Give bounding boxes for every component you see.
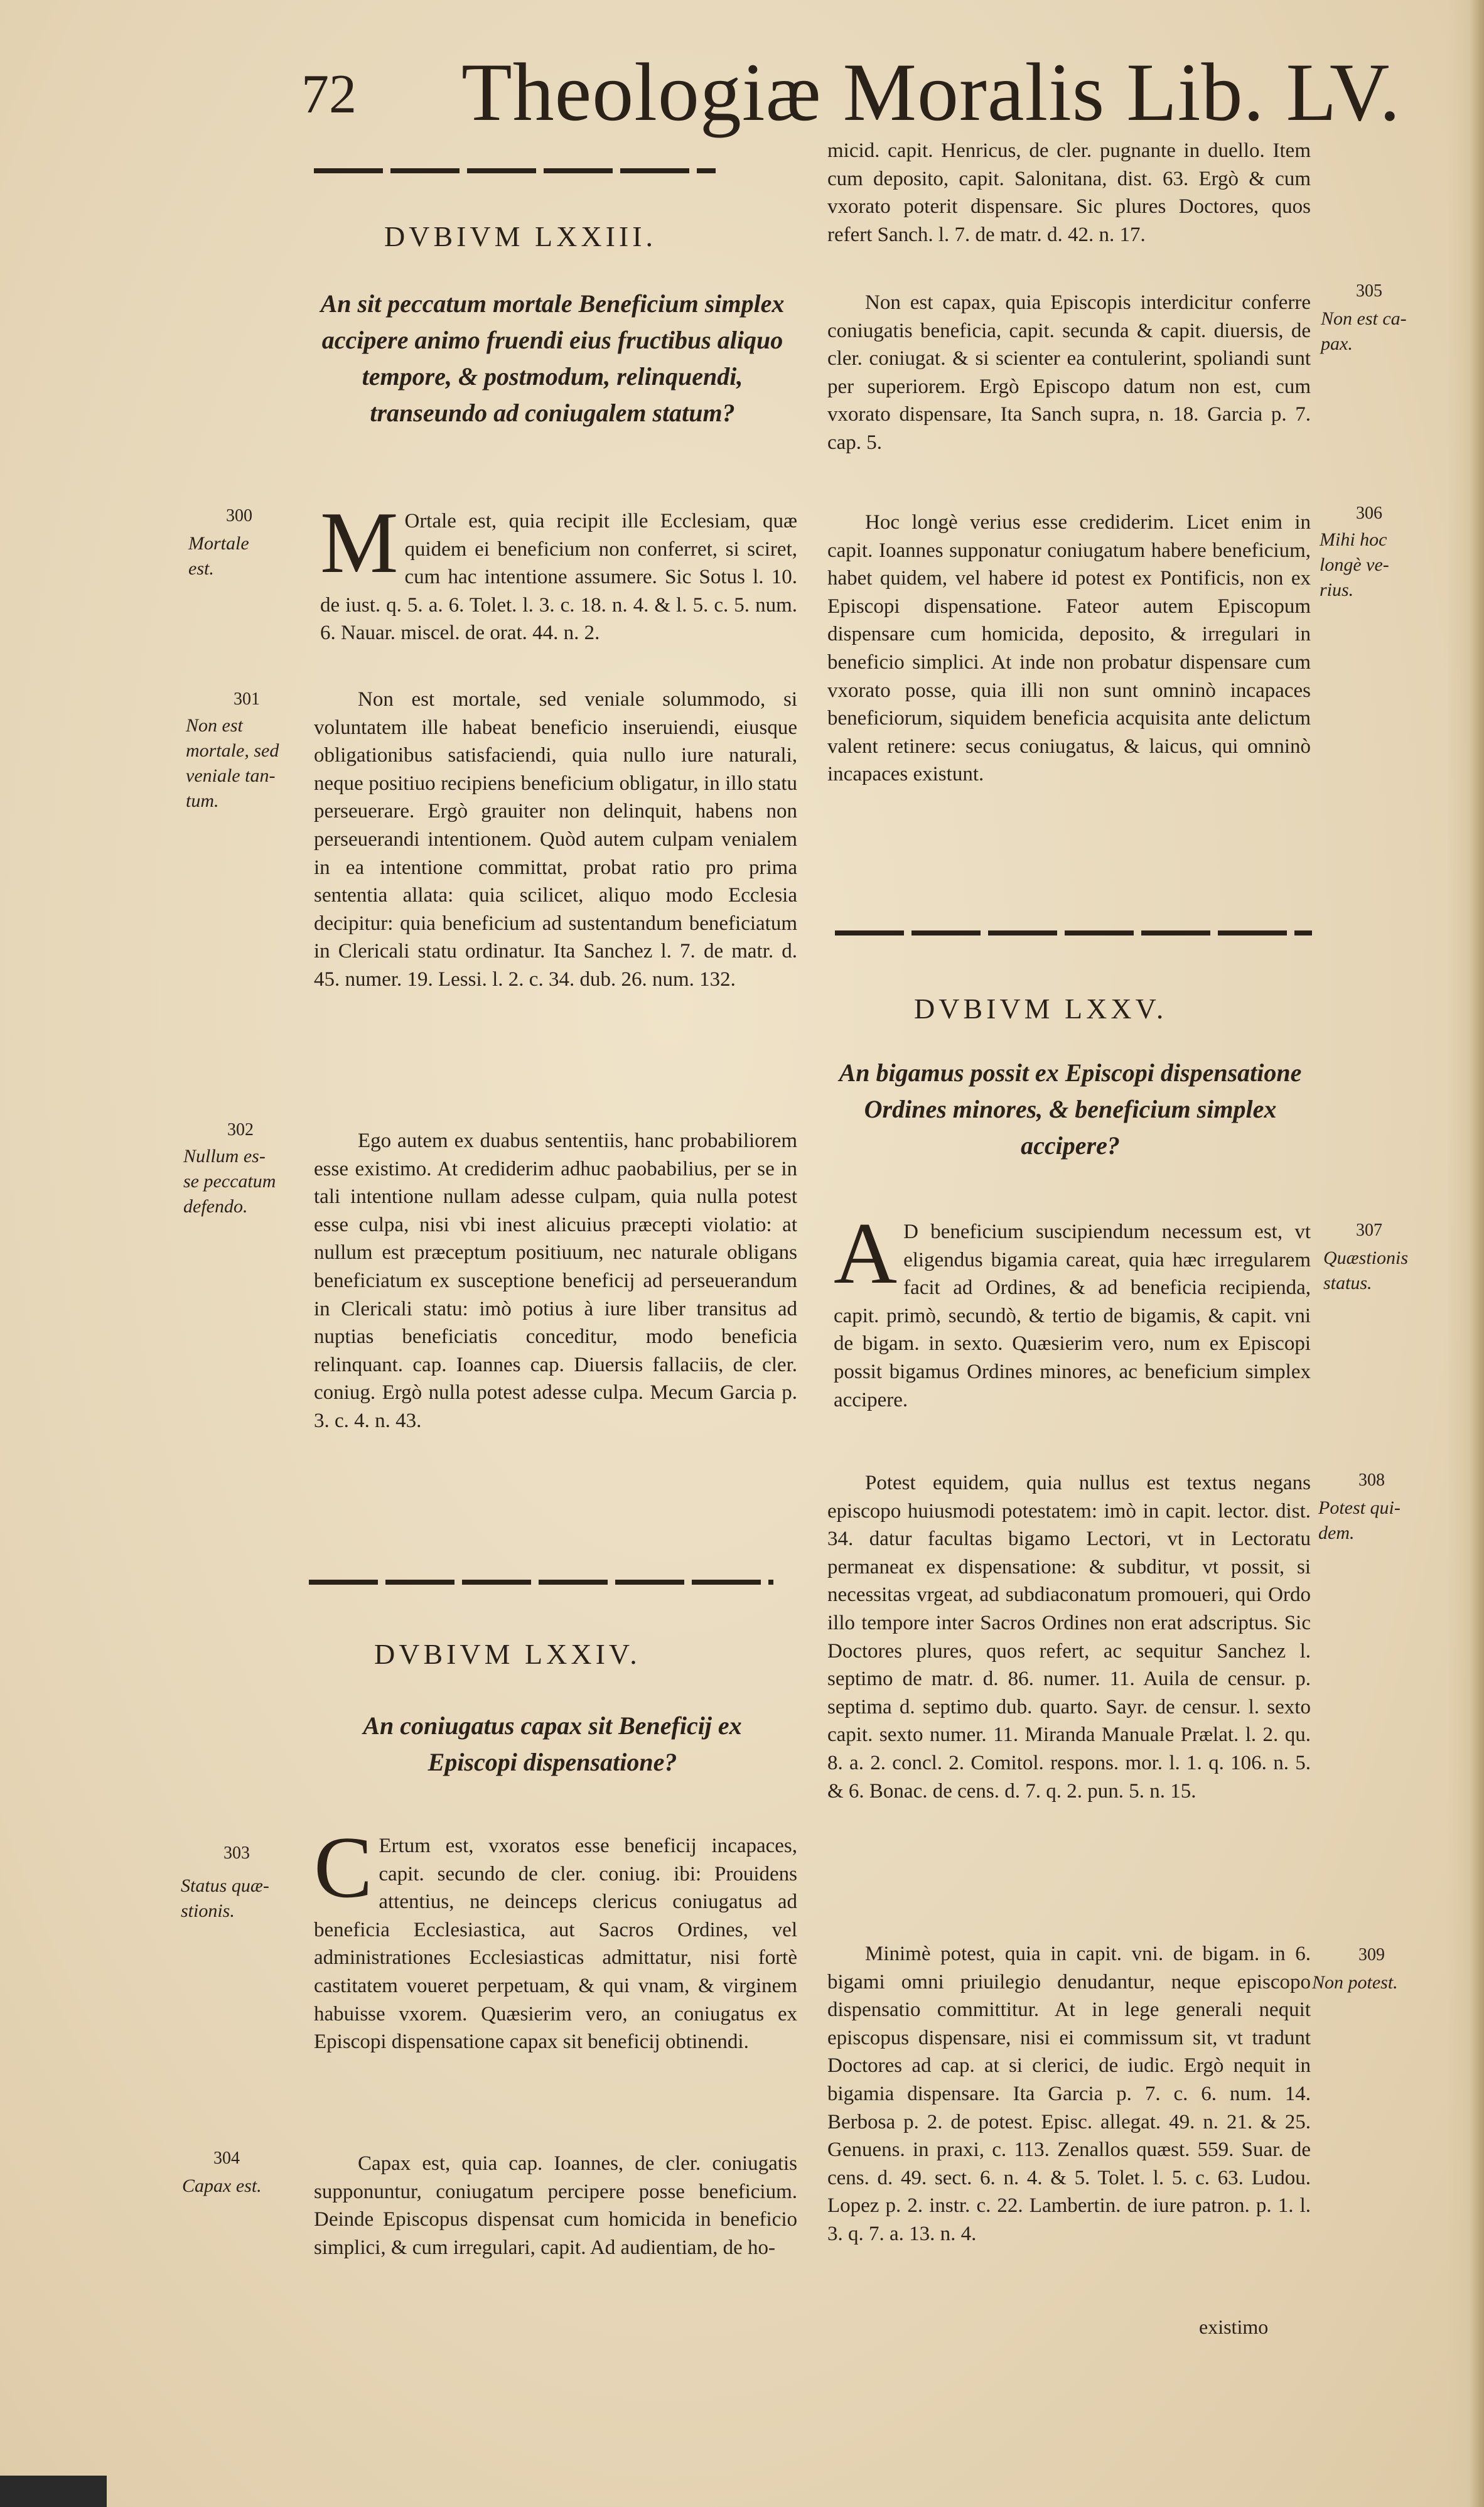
- margin-note-303: Status quæ- stionis.: [181, 1875, 269, 1921]
- paragraph-300: [320, 494, 797, 647]
- margin-note-301: Non est mortale, sed veniale tan- tum.: [186, 715, 279, 811]
- paragraph-309: Minimè potest, quia in capit. vni. de bigam. in 6. bigami omni priuilegio denudantur, neque episcopo dispensatio committitur. At in lege generali nequit episcopus dispensare, nisi ei commissum sit, vt tradunt Doctores ad cap. at si clerici, de iudic. Ergò nequit in bigamia dispensare. Ita Garcia p. 7. c. 6. num. 14. Berbosa p. 2. de potest. Episc. allegat. 49. n. 21. & 25. Genuens. in praxi, c. 113. Zenallos quæst. 559. Suar. de cens. d. 49. sect. 6. n. 4. & 5. Tolet. l. 5. c. 63. Ludou. Lopez p. 2. instr. c. 22. Lambertin. de iure patron. p. 1. l. 3. q. 7. a. 13. n. 4.: [827, 1943, 1311, 2245]
- margin-number-308: 308: [1358, 1470, 1385, 1490]
- paragraph-302: Ego autem ex duabus sententiis, hanc probabiliorem esse existimo. At crediderim adhuc paobabilius, per se in tali intentione nullam adesse culpam, quia nulla potest esse culpa, nisi vbi inest alicuius præcepti violatio: at nullum est præceptum positiuum, nec naturale obligans beneficiatum ex susceptione beneficij ad perseuerandum in Clericali statu: imò potius à iure liber transitus ad nuptias beneficiatis conceditur, modo beneficia relinquant. cap. Ioannes cap. Diuersis fallaciis, de cler. coniug. Ergò nulla potest adesse culpa. Mecum Garcia p. 3. c. 4. n. 43.: [314, 1129, 797, 1432]
- dropcap-300: M: [320, 494, 399, 591]
- paragraph-305: Non est capax, quia Episcopis interdicitur conferre coniugatis beneficia, capit. secunda & capit. diuersis, de cler. coniugat. & si scienter ea contulerint, spoliandi sunt per superiorem. Ergò Episcopo datum non est, cum vxorato dispensare, Ita Sanch supra, n. 18. Garcia p. 7. cap. 5.: [827, 291, 1311, 454]
- margin-number-306: 306: [1356, 504, 1382, 523]
- dubium-74-question: An coniugatus capax sit Beneficij ex Episcopi dispensatione?: [363, 1712, 742, 1776]
- margin-note-302: Nullum es- se peccatum defendo.: [183, 1146, 276, 1217]
- dubium-75-question: An bigamus possit ex Episcopi dispensatione Ordines minores, & beneficium simplex accipere?: [839, 1059, 1302, 1160]
- section-rule: [835, 930, 1312, 935]
- paragraph-307-text: D beneficium suscipiendum necessum est, vt eligendus bigamia careat, quia hæc irregularem facit ad Ordines, & ad beneficia recipienda, capit. primò, secundò, & tertio de bigamis, & capit. vni de bigam. in sexto. Quæsierim vero, num ex Episcopi possit bigamus Ordines minores, ac beneficium simplex accipere.: [834, 1221, 1311, 1411]
- margin-number-304: 304: [213, 2148, 240, 2168]
- dropcap-303: C: [314, 1819, 373, 1916]
- margin-number-303: 303: [223, 1843, 250, 1863]
- dubium-75-title: DVBIVM LXXV.: [914, 993, 1168, 1025]
- margin-note-306: Mihi hoc longè ve- rius.: [1320, 529, 1389, 600]
- margin-note-308: Potest qui- dem.: [1318, 1497, 1401, 1543]
- margin-note-309: Non potest.: [1312, 1972, 1398, 1993]
- dubium-73-question: An sit peccatum mortale Beneficium simplex accipere animo fruendi eius fructibus aliquo tempore, & postmodum, relinquendi, transeundo ad coniugalem statum?: [320, 289, 785, 427]
- section-rule: [309, 1580, 773, 1585]
- paragraph-300-text: Ortale est, quia recipit ille Ecclesiam, quæ quidem ei beneficium non conferret, si sciret, cum hac intentione assumere. Sic Sotus l. 10. de iust. q. 5. a. 6. Tolet. l. 3. c. 18. n. 4. & l. 5. c. 5. num. 6. Nauar. miscel. de orat. 44. n. 2.: [320, 510, 797, 645]
- margin-number-300: 300: [226, 506, 252, 526]
- section-rule: [314, 168, 716, 173]
- margin-note-300: Mortale est.: [188, 533, 249, 579]
- scan-corner: [0, 2476, 107, 2507]
- margin-note-307: Quæstionis status.: [1323, 1248, 1409, 1293]
- paragraph-303-text: Ertum est, vxoratos esse beneficij incapaces, capit. secundo de cler. coniug. ibi: Prouidens attentius, ne deinceps clericus coniugatus ad beneficia Ecclesiastica, aut Sacros Ordines, vel administrationes Ecclesiasticas admittatur, nisi fortè castitatem voueret perpetuam, & qui vnam, & virginem habuisse vxorem. Quæsierim vero, an coniugatus ex Episcopi dispensatione capax sit beneficij obtinendi.: [314, 1835, 797, 2054]
- page-number: 72: [301, 64, 357, 125]
- page-gutter-shadow: [1446, 0, 1484, 2507]
- paragraph-continuation: micid. capit. Henricus, de cler. pugnante in duello. Item cum deposito, capit. Salonitana, dist. 63. Ergò & cum vxorato poterit dispensare. Sic plures Doctores, quos refert Sanch. l. 7. de matr. d. 42. n. 17.: [827, 139, 1311, 246]
- paragraph-301: Non est mortale, sed veniale solummodo, si voluntatem ille habeat beneficio inseruiendi, eiusque obligationibus satisfaciendi, quia nullo iure naturali, neque positiuo recipiens beneficium obligatur, in illo statu perseuerare. Ergò grauiter non delinquit, habens non perseuerandi intentionem. Quòd autem culpam venialem in ea intentione committat, probat ratio pro prima sententia allata: quia scilicet, aliquo modo Ecclesia decipitur: quia beneficium ad sustentandum beneficiatum in Clericali statu ordinatur. Ita Sanchez l. 7. de matr. d. 45. numer. 19. Lessi. l. 2. c. 34. dub. 26. num. 132.: [314, 688, 797, 991]
- paragraph-307: [834, 1205, 1311, 1414]
- dubium-73-title: DVBIVM LXXIII.: [384, 220, 657, 252]
- paragraph-303: [314, 1819, 797, 2056]
- paragraph-306: Hoc longè verius esse crediderim. Licet enim in capit. Ioannes supponatur coniugatum habere beneficium, habet quidem, vel habere id potest ex Pontificis, non ex Episcopi dispensatione. Fateor autem Episcopum dispensare cum homicida, deposito, & irregulari in beneficio simplici. At inde non probatur dispensare cum vxorato posse, quia illi non sunt omninò incapaces beneficiorum, siquidem beneficia acquisita ante delictum valent retinere: secus coniugatus, & laicus, qui omninò incapaces existunt.: [827, 511, 1311, 786]
- margin-number-301: 301: [234, 689, 260, 709]
- dubium-74-title: DVBIVM LXXIV.: [374, 1638, 641, 1670]
- margin-number-309: 309: [1358, 1945, 1385, 1965]
- paragraph-308: Potest equidem, quia nullus est textus negans episcopo huiusmodi potestatem: imò in capit. lector. dist. 34. datur facultas bigamo Lectori, vt in Lectoratu permaneat ex dispensatione: & subditur, vt possit, si necessitas vrgeat, ad subdiaconatum promoueri, qui Ordo illo tempore inter Sacros Ordines non erat adscriptus. Sic Doctores plures, quos refert, ac sequitur Sanchez l. septimo de matr. d. 86. numer. 11. Auila de censur. p. septima d. septimo dub. quarto. Sayr. de censur. l. sexto capit. sexto numer. 11. Miranda Manuale Prælat. l. 2. qu. 8. a. 2. concl. 2. Comitol. respons. mor. l. 1. q. 106. n. 5. & 6. Bonac. de cens. d. 7. q. 2. pun. 5. n. 15.: [827, 1472, 1311, 1803]
- page-header: [301, 44, 1401, 138]
- dropcap-307: A: [834, 1205, 898, 1302]
- margin-note-304: Capax est.: [182, 2175, 262, 2196]
- running-title: Theologiæ Moralis Lib. LV.: [461, 46, 1401, 138]
- margin-note-305: Non est ca- pax.: [1321, 308, 1407, 354]
- margin-number-307: 307: [1356, 1221, 1382, 1240]
- margin-number-305: 305: [1356, 281, 1382, 301]
- catchword: existimo: [1199, 2316, 1269, 2338]
- paragraph-304: Capax est, quia cap. Ioannes, de cler. coniugatis supponuntur, coniugatum percipere posse beneficium. Deinde Episcopus dispensat cum homicida in beneficio simplici, & cum irregulari, capit. Ad audientiam, de ho-: [314, 2152, 797, 2259]
- margin-number-302: 302: [227, 1120, 254, 1140]
